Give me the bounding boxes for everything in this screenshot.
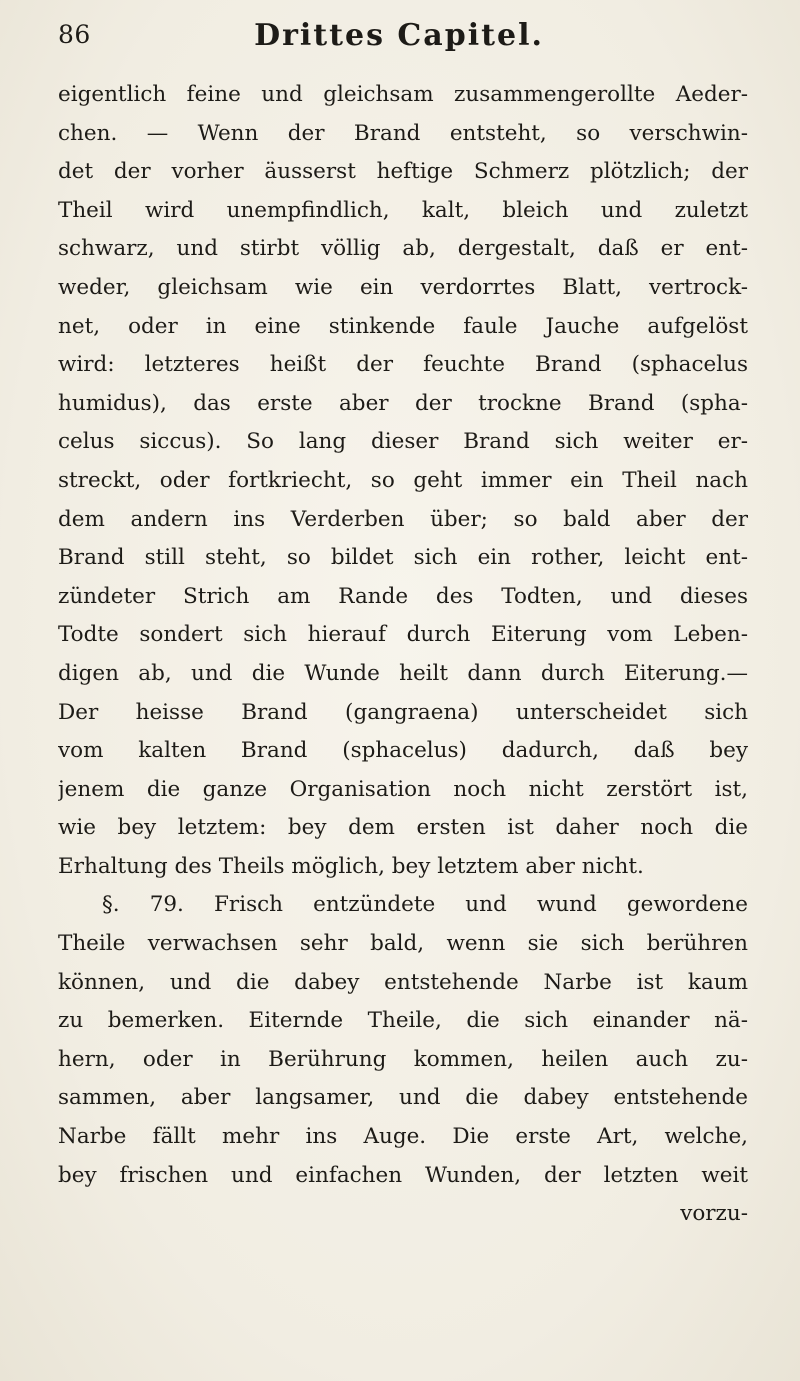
text-line: eigentlich feine und gleichsam zusammengerollte Aeder- xyxy=(58,82,748,107)
running-head: Drittes Capitel. xyxy=(254,18,544,53)
text-line: vom kalten Brand (sphacelus) dadurch, daß bey xyxy=(58,738,748,764)
section-start-line: §. 79. Frisch entzündete und wund gewordene xyxy=(102,892,748,918)
text-line: Todte sondert sich hierauf durch Eiterung vom Leben- xyxy=(58,622,748,648)
catchword: vorzu- xyxy=(680,1201,748,1227)
page-number: 86 xyxy=(58,20,91,49)
text-line: sammen, aber langsamer, und die dabey entstehende xyxy=(58,1085,748,1111)
body-text xyxy=(58,76,748,1234)
text-line: wird: letzteres heißt der feuchte Brand (sphacelus xyxy=(58,352,748,378)
text-line: celus siccus). So lang dieser Brand sich weiter er- xyxy=(58,429,748,455)
text-line: net, oder in eine stinkende faule Jauche aufgelöst xyxy=(58,313,748,339)
text-line: Der heisse Brand (gangraena) unterscheidet sich xyxy=(58,699,748,725)
text-line: Narbe fällt mehr ins Auge. Die erste Art, welche, xyxy=(58,1124,748,1150)
text-line: zu bemerken. Eiternde Theile, die sich einander nä- xyxy=(58,1008,748,1034)
text-line: jenem die ganze Organisation noch nicht zerstört ist, xyxy=(58,776,748,802)
text-line: wie bey letztem: bey dem ersten ist daher noch die xyxy=(58,815,748,841)
text-line: Theile verwachsen sehr bald, wenn sie sich berühren xyxy=(58,931,748,957)
text-line: chen. — Wenn der Brand entsteht, so verschwin- xyxy=(58,120,748,146)
text-line: dem andern ins Verderben über; so bald aber der xyxy=(58,506,748,532)
text-line: zündeter Strich am Rande des Todten, und dieses xyxy=(58,583,748,609)
text-line: digen ab, und die Wunde heilt dann durch Eiterung.— xyxy=(58,660,748,686)
text-line: bey frischen und einfachen Wunden, der letzten weit xyxy=(58,1162,748,1188)
text-line: hern, oder in Berührung kommen, heilen auch zu- xyxy=(58,1046,748,1072)
text-line: schwarz, und stirbt völlig ab, dergestalt, daß er ent- xyxy=(58,236,748,262)
text-line: können, und die dabey entstehende Narbe ist kaum xyxy=(58,969,748,995)
text-line: humidus), das erste aber der trockne Brand (spha- xyxy=(58,390,748,416)
text-line: Brand still steht, so bildet sich ein rother, leicht ent- xyxy=(58,545,748,571)
page-header xyxy=(58,20,740,60)
text-line: weder, gleichsam wie ein verdorrtes Blatt, vertrock- xyxy=(58,274,748,300)
text-line: Theil wird unempfindlich, kalt, bleich und zuletzt xyxy=(58,197,748,223)
text-line: Erhaltung des Theils möglich, bey letztem aber nicht. xyxy=(58,853,644,879)
text-line: det der vorher äusserst heftige Schmerz plötzlich; der xyxy=(58,159,748,185)
text-line: streckt, oder fortkriecht, so geht immer ein Theil nach xyxy=(58,467,748,493)
